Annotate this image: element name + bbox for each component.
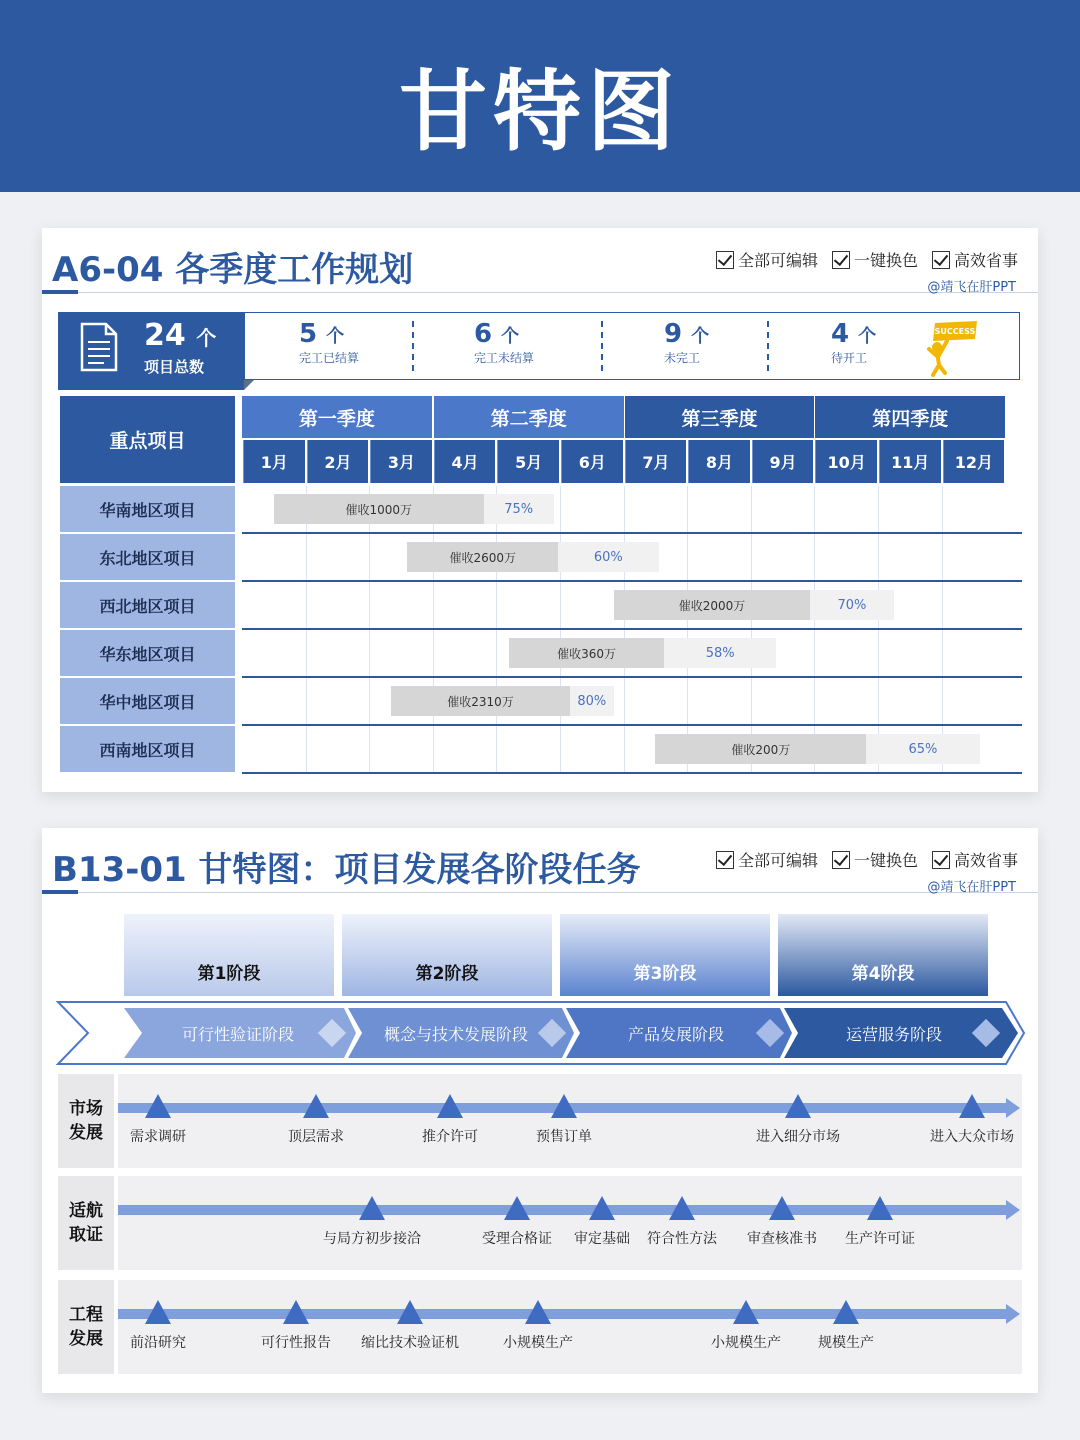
progress-bar: 催收2000万 [614, 590, 810, 620]
progress-percent: 60% [558, 542, 658, 572]
milestone-label: 缩比技术验证机 [361, 1335, 459, 1351]
author-credit: @靖飞在肝PPT [927, 280, 1016, 295]
quarter-header: 第四季度 [815, 396, 1005, 438]
month-header: 10月 [815, 440, 877, 483]
grid-line [687, 486, 688, 774]
milestone-label: 与局方初步接洽 [323, 1231, 421, 1247]
title-divider [42, 892, 1038, 893]
milestone-label: 受理合格证 [482, 1231, 552, 1247]
milestone-label: 生产许可证 [845, 1231, 915, 1247]
row-divider [242, 724, 1022, 726]
feature-checks [716, 848, 1018, 871]
svg-text:SUCCESS: SUCCESS [934, 327, 976, 336]
project-label: 西南地区项目 [60, 726, 235, 772]
grid-line [878, 486, 879, 774]
grid-line [433, 486, 434, 774]
check-item: 高效省事 [932, 848, 1018, 871]
page-title: 甘特图 [398, 60, 681, 163]
total-projects [58, 312, 244, 390]
month-header: 8月 [688, 440, 750, 483]
total-label: 项目总数 [144, 358, 205, 376]
header-banner [0, 0, 1080, 192]
stage-label: 运营服务阶段 [846, 1025, 943, 1044]
checkbox-icon [832, 851, 850, 869]
stat-divider [601, 321, 603, 371]
grid-line [560, 486, 561, 774]
month-header: 6月 [561, 440, 623, 483]
stat-unfinished: 9 个 未完工 [664, 319, 710, 365]
progress-percent: 70% [810, 590, 894, 620]
month-header: 4月 [434, 440, 496, 483]
timeline-arrow [118, 1294, 1022, 1334]
milestone-label: 符合性方法 [647, 1231, 717, 1247]
status-stats [244, 312, 1020, 380]
milestone-label: 规模生产 [818, 1335, 874, 1351]
checkbox-icon [716, 251, 734, 269]
phase-2: 第2阶段 [342, 914, 552, 996]
milestone-label: 小规模生产 [503, 1335, 573, 1351]
card-title: B13-01 甘特图：项目发展各阶段任务 [52, 850, 641, 890]
milestone-label: 需求调研 [130, 1129, 186, 1145]
lane-label: 市场 发展 [58, 1074, 114, 1168]
author-credit: @靖飞在肝PPT [927, 880, 1016, 895]
milestone-label: 预售订单 [536, 1129, 592, 1145]
month-header: 3月 [370, 440, 432, 483]
month-header: 2月 [307, 440, 369, 483]
checkbox-icon [932, 851, 950, 869]
success-figure-icon [921, 319, 981, 377]
grid-line [369, 486, 370, 774]
title-accent [42, 890, 78, 894]
gantt-card-a [42, 228, 1038, 792]
stage-label: 概念与技术发展阶段 [384, 1025, 529, 1044]
stat-divider [767, 321, 769, 371]
month-header: 5月 [497, 440, 559, 483]
grid-line [942, 486, 943, 774]
checkbox-icon [932, 251, 950, 269]
row-header: 重点项目 [60, 396, 235, 483]
progress-bar: 催收2600万 [407, 542, 558, 572]
gantt-card-b [42, 828, 1038, 1393]
milestone-label: 顶层需求 [288, 1129, 344, 1145]
phase-4: 第4阶段 [778, 914, 988, 996]
lane-label: 适航 取证 [58, 1176, 114, 1270]
month-header: 12月 [943, 440, 1005, 483]
milestone-label: 审定基础 [574, 1231, 630, 1247]
row-divider [242, 628, 1022, 630]
stat-unsettled: 6 个 完工未结算 [474, 319, 535, 365]
grid-line [624, 486, 625, 774]
milestone-label: 推介许可 [422, 1129, 478, 1145]
milestone-label: 进入细分市场 [756, 1129, 840, 1145]
checkbox-icon [832, 251, 850, 269]
phase-3: 第3阶段 [560, 914, 770, 996]
check-item: 全部可编辑 [716, 248, 818, 271]
grid-line [306, 486, 307, 774]
total-count: 24 个 [144, 318, 217, 353]
check-item: 一键换色 [832, 248, 918, 271]
progress-bar: 催收1000万 [274, 494, 484, 524]
progress-bar: 催收2310万 [391, 686, 569, 716]
month-header: 1月 [243, 440, 305, 483]
row-divider [242, 772, 1022, 774]
progress-percent: 80% [570, 686, 615, 716]
month-header: 9月 [752, 440, 814, 483]
card-title: A6-04 各季度工作规划 [52, 250, 414, 290]
quarter-header: 第二季度 [434, 396, 624, 438]
project-label: 华东地区项目 [60, 630, 235, 676]
check-item: 高效省事 [932, 248, 1018, 271]
stage-label: 可行性验证阶段 [182, 1025, 295, 1044]
project-label: 华南地区项目 [60, 486, 235, 532]
progress-percent: 75% [484, 494, 554, 524]
milestone-label: 进入大众市场 [930, 1129, 1014, 1145]
month-header: 11月 [879, 440, 941, 483]
grid-line [496, 486, 497, 774]
quarter-header: 第一季度 [242, 396, 432, 438]
progress-percent: 58% [664, 638, 776, 668]
project-label: 华中地区项目 [60, 678, 235, 724]
stage-label: 产品发展阶段 [628, 1025, 725, 1044]
project-label: 东北地区项目 [60, 534, 235, 580]
stat-settled: 5 个 完工已结算 [299, 319, 360, 365]
milestone-label: 可行性报告 [261, 1335, 331, 1351]
progress-bar: 催收360万 [509, 638, 664, 668]
milestone-label: 小规模生产 [711, 1335, 781, 1351]
month-header: 7月 [625, 440, 687, 483]
quarter-header: 第三季度 [625, 396, 815, 438]
timeline-arrow [118, 1190, 1022, 1230]
project-label: 西北地区项目 [60, 582, 235, 628]
stat-pending: 4 个 待开工 [831, 319, 877, 365]
grid-line [814, 486, 815, 774]
stat-divider [412, 321, 414, 371]
lane-label: 工程 发展 [58, 1280, 114, 1374]
grid-line [751, 486, 752, 774]
check-item: 一键换色 [832, 848, 918, 871]
phase-1: 第1阶段 [124, 914, 334, 996]
title-divider [42, 292, 1038, 293]
timeline-arrow [118, 1088, 1022, 1128]
checkbox-icon [716, 851, 734, 869]
row-divider [242, 532, 1022, 534]
row-divider [242, 676, 1022, 678]
feature-checks [716, 248, 1018, 271]
check-item: 全部可编辑 [716, 848, 818, 871]
progress-bar: 催收200万 [655, 734, 866, 764]
document-icon [78, 322, 118, 372]
progress-percent: 65% [866, 734, 980, 764]
row-divider [242, 580, 1022, 582]
title-accent [42, 290, 78, 294]
milestone-label: 审查核准书 [747, 1231, 817, 1247]
milestone-label: 前沿研究 [130, 1335, 186, 1351]
